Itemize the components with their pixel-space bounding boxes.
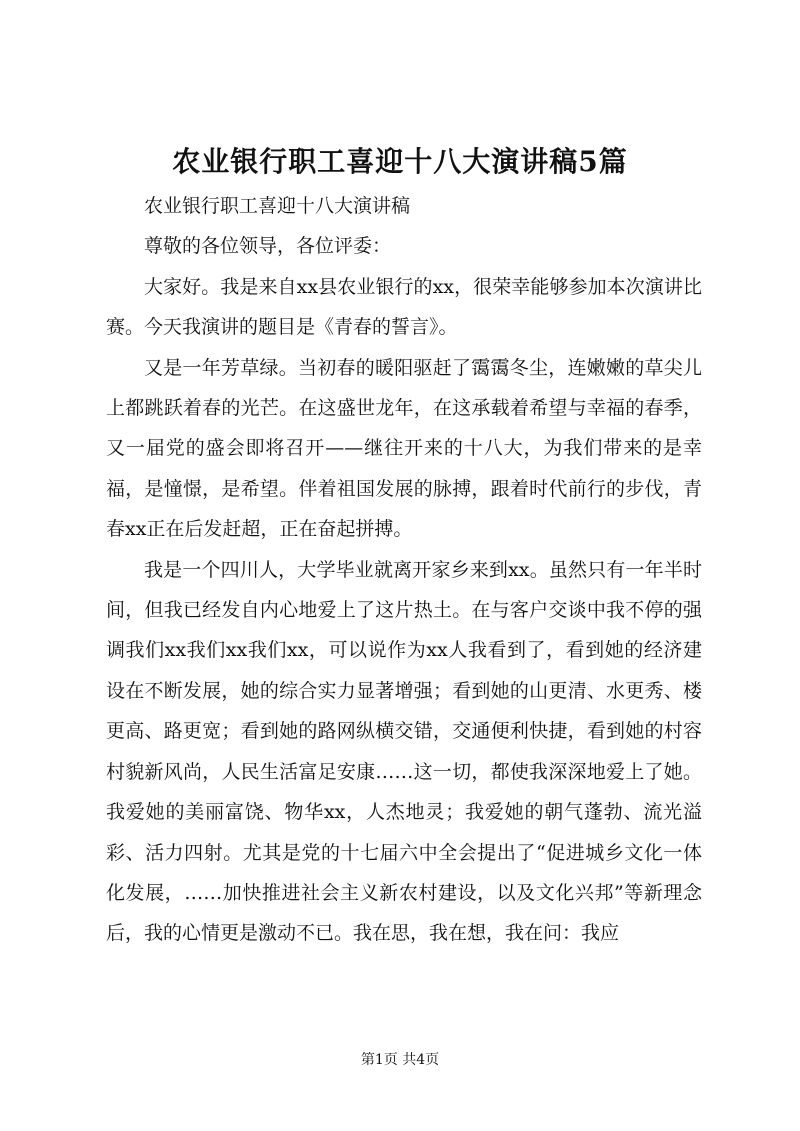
paragraph-spring: 又是一年芳草绿。当初春的暖阳驱赶了霭霭冬尘，连嫩嫩的草尖儿上都跳跃着春的光芒。在这盛世龙年，在这承载着希望与幸福的春季，又一届党的盛会即将召开——继往开来的十八大，为我们带来的是幸福，是憧憬，是希望。伴着祖国发展的脉搏，跟着时代前行的步伐，青春xx正在后发赶超，正在奋起拼搏。 [106,356,702,541]
document-body [106,186,702,954]
paragraph-greeting: 大家好。我是来自xx县农业银行的xx，很荣幸能够参加本次演讲比赛。今天我演讲的题目是《青春的誓言》。 [106,275,702,339]
document-title: 农业银行职工喜迎十八大演讲稿5篇 [172,145,628,178]
page-footer: 第1页 共4页 [360,1052,440,1068]
paragraph-subtitle: 农业银行职工喜迎十八大演讲稿 [144,195,411,217]
paragraph-salutation: 尊敬的各位领导，各位评委： [144,235,392,258]
paragraph-sichuan: 我是一个四川人，大学毕业就离开家乡来到xx。虽然只有一年半时间，但我已经发自内心地爱上了这片热土。在与客户交谈中我不停的强调我们xx我们xx我们xx，可以说作为xx人我看到了，看到她的经济建设在不断发展，她的综合实力显著增强；看到她的山更清、水更秀、楼更高、路更宽；看到她的路网纵横交错，交通便利快捷，看到她的村容村貌新风尚，人民生活富足安康……这一切，都使我深深地爱上了她。我爱她的美丽富饶、物华xx，人杰地灵；我爱她的朝气蓬勃、流光溢彩、活力四射。尤其是党的十七届六中全会提出了“促进城乡文化一体化发展，……加快推进社会主义新农村建设，以及文化兴邦”等新理念后，我的心情更是激动不已。我在思，我在想，我在问：我应 [106,558,702,945]
